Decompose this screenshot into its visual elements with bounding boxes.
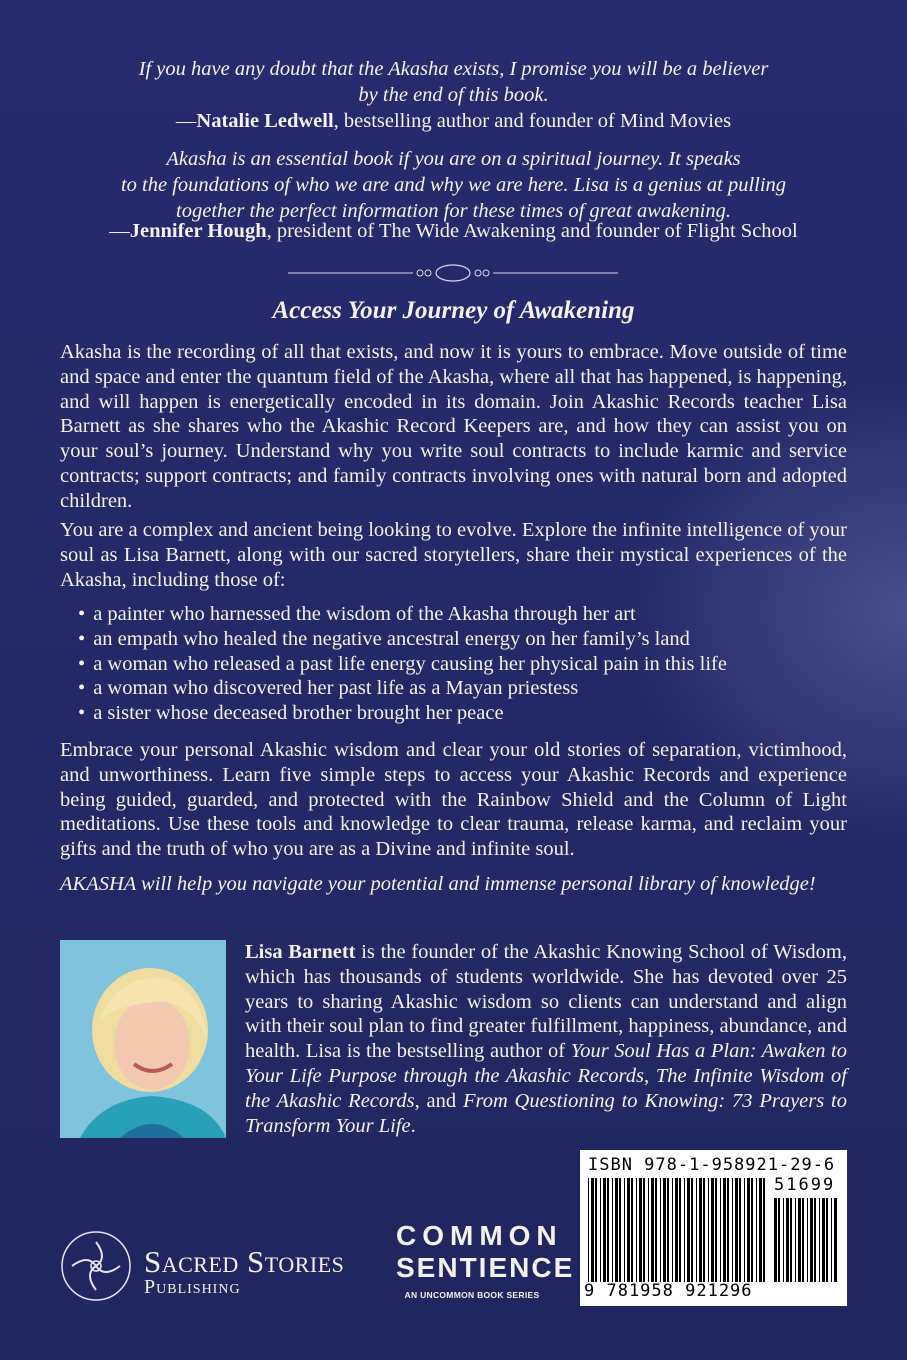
barcode-bar	[739, 1178, 741, 1282]
ornamental-divider-icon	[288, 259, 618, 287]
barcode-bar	[798, 1198, 801, 1282]
barcode-bar	[663, 1178, 666, 1282]
barcode-bar	[672, 1178, 673, 1282]
barcode-bar	[696, 1178, 697, 1282]
book-title-2: The Infinite Wisdom of the Akashic Records	[245, 1064, 848, 1112]
isbn-label: ISBN 978-1-958921-29-6	[588, 1155, 836, 1175]
barcode-bar	[667, 1178, 669, 1282]
publisher-subname: Publishing	[144, 1276, 241, 1298]
series-logo	[396, 1220, 575, 1300]
barcode-bar	[774, 1198, 777, 1282]
barcode-bar	[607, 1178, 609, 1282]
barcode-bar	[711, 1178, 714, 1282]
barcode-bar	[643, 1178, 645, 1282]
isbn-barcode-panel	[580, 1150, 847, 1306]
barcode-bar	[751, 1178, 753, 1282]
quote-2-line-1: Akasha is an essential book if you are on a spiritual journey. It speaks	[166, 148, 741, 170]
barcode-bar	[687, 1178, 690, 1282]
barcode-bar	[802, 1198, 804, 1282]
barcode-bar	[790, 1198, 792, 1282]
author-name: Lisa Barnett	[245, 941, 356, 963]
barcode-bar	[612, 1178, 613, 1282]
list-item: • a sister whose deceased brother brought her peace	[78, 701, 858, 726]
addon-barcode	[774, 1198, 838, 1282]
paragraph-2: You are a complex and ancient being looking to evolve. Explore the infinite intelligence of your soul as Lisa Barnett, along with our sacred storytellers, share their mystical experiences of the Akasha, including those of:	[60, 519, 847, 591]
quote-2	[40, 146, 867, 224]
barcode-bar	[814, 1198, 816, 1282]
author-photo	[60, 940, 226, 1138]
book-title-3: From Questioning to Knowing: 73 Prayers to Transform Your Life	[245, 1089, 847, 1137]
barcode-bar	[756, 1178, 757, 1282]
barcode-bar	[591, 1178, 594, 1282]
barcode-bar	[759, 1178, 762, 1282]
barcode-bar	[822, 1198, 825, 1282]
barcode-bar	[744, 1178, 745, 1282]
barcode-bar	[639, 1178, 642, 1282]
series-tagline: AN UNCOMMON BOOK SERIES	[404, 1290, 540, 1300]
barcode-bar	[819, 1198, 820, 1282]
quote-1-line-1: If you have any doubt that the Akasha exists, I promise you will be a believer	[138, 58, 769, 80]
bio-text: is the founder of the Akashic Knowing School of Wisdom, which has thousands of students worldwide. She has devoted over 25 years to sharing Akashic wisdom so clients can understand and align with their soul plan to find greater fulfillment, happiness, abundance, and health. Lisa is the bestselling author of	[245, 941, 847, 1063]
barcode-bar	[624, 1178, 625, 1282]
barcode-bar	[778, 1198, 780, 1282]
quote-2-attribution	[30, 218, 877, 244]
barcode-bar	[810, 1198, 813, 1282]
barcode-bar	[627, 1178, 630, 1282]
barcode-bar	[600, 1178, 601, 1282]
paragraph-3: Embrace your personal Akashic wisdom and clear your old stories of separation, victimhood, and unworthiness. Learn five simple steps to access your Akashic Records and experience being guided, guarded, and protected with the Rainbow Shield and the Column of Light meditations. Use these tools and knowledge to clear trauma, release karma, and reclaim your gifts and the truth of who you are as a Divine and infinite soul.	[60, 739, 847, 861]
publisher-logo	[58, 1228, 368, 1308]
barcode-bar	[655, 1178, 657, 1282]
quote-1-author: Natalie Ledwell	[196, 110, 334, 132]
quote-2-dash: —	[109, 220, 130, 242]
ean-barcode	[588, 1178, 768, 1282]
barcode-bar	[699, 1178, 702, 1282]
barcode-bar	[834, 1198, 837, 1282]
barcode-bar	[651, 1178, 654, 1282]
barcode-bar	[727, 1178, 729, 1282]
barcode-bar	[720, 1178, 721, 1282]
paragraph-1: Akasha is the recording of all that exists, and now it is yours to embrace. Move outside of time and space and enter the quantum field of the Akasha, where all that has happened, is happening, and will happen is energetically encoded in its domain. Join Akashic Records teacher Lisa Barnett as she shares who the Akashic Record Keepers are, and how they can assist you on your soul’s journey. Understand why you write soul contracts to include karmic and service contracts; support contracts; and family contracts involving ones with natural born and adopted children.	[60, 341, 847, 512]
quote-1	[60, 56, 847, 108]
publisher-name: Sacred Stories	[144, 1244, 345, 1279]
quote-1-line-2: by the end of this book.	[358, 84, 549, 106]
barcode-bar	[691, 1178, 693, 1282]
list-item: • a painter who harnessed the wisdom of the Akasha through her art	[78, 602, 858, 627]
barcode-bar	[679, 1178, 681, 1282]
publisher-emblem-icon	[58, 1228, 134, 1304]
author-portrait-icon	[60, 940, 226, 1138]
barcode-bar	[660, 1178, 661, 1282]
barcode-bar	[588, 1178, 589, 1282]
bullet-list	[78, 602, 858, 726]
barcode-bars	[588, 1178, 765, 1282]
section-heading: Access Your Journey of Awakening	[272, 297, 635, 324]
quote-1-dash: —	[175, 110, 197, 132]
author-bio	[245, 940, 847, 1138]
barcode-bar	[684, 1178, 685, 1282]
list-item: • a woman who released a past life energy causing her physical pain in this life	[78, 652, 858, 677]
barcode-bar	[703, 1178, 705, 1282]
quote-2-author: Jennifer Hough	[129, 220, 267, 242]
barcode-bar	[595, 1178, 597, 1282]
barcode-bar	[615, 1178, 618, 1282]
addon-barcode-bars	[774, 1198, 837, 1282]
barcode-bar	[631, 1178, 633, 1282]
bio-separator-2: , and	[414, 1089, 463, 1112]
barcode-bar	[795, 1198, 796, 1282]
ean-digits: 9 781958 921296	[584, 1281, 753, 1301]
quote-2-line-2: to the foundations of who we are and why we are here. Lisa is a genius at pulling	[120, 174, 787, 196]
barcode-bar	[763, 1178, 765, 1282]
barcode-bar	[603, 1178, 606, 1282]
barcode-bar	[747, 1178, 750, 1282]
book-title-1: Your Soul Has a Plan: Awaken to Your Life Purpose through the Akashic Records	[245, 1040, 848, 1087]
barcode-bar	[636, 1178, 637, 1282]
barcode-bar	[732, 1178, 733, 1282]
barcode-bar	[648, 1178, 649, 1282]
series-line-1: COMMON	[396, 1220, 563, 1251]
bio-end: .	[410, 1114, 416, 1137]
price-code: 51699	[774, 1175, 836, 1195]
barcode-bar	[708, 1178, 709, 1282]
barcode-bar	[619, 1178, 621, 1282]
barcode-bar	[826, 1198, 828, 1282]
barcode-bar	[735, 1178, 738, 1282]
series-line-2: SENTIENCE	[396, 1252, 575, 1283]
barcode-bar	[786, 1198, 789, 1282]
barcode-bar	[807, 1198, 808, 1282]
quote-1-attribution	[60, 108, 847, 134]
paragraph-4: AKASHA will help you navigate your potential and immense personal library of knowledge!	[60, 873, 816, 895]
quote-2-line-3: together the perfect information for these times of great awakening.	[176, 200, 731, 222]
quote-2-role: , president of The Wide Awakening and founder of Flight School	[266, 220, 798, 242]
list-item: • a woman who discovered her past life as a Mayan priestess	[78, 676, 858, 701]
barcode-bar	[831, 1198, 832, 1282]
bio-separator-1: ,	[643, 1064, 656, 1087]
barcode-bar	[715, 1178, 717, 1282]
barcode-bar	[723, 1178, 726, 1282]
barcode-bar	[783, 1198, 784, 1282]
quote-1-role: , bestselling author and founder of Mind Movies	[333, 110, 732, 132]
list-item: • an empath who healed the negative ancestral energy on her family’s land	[78, 627, 858, 652]
barcode-bar	[675, 1178, 678, 1282]
